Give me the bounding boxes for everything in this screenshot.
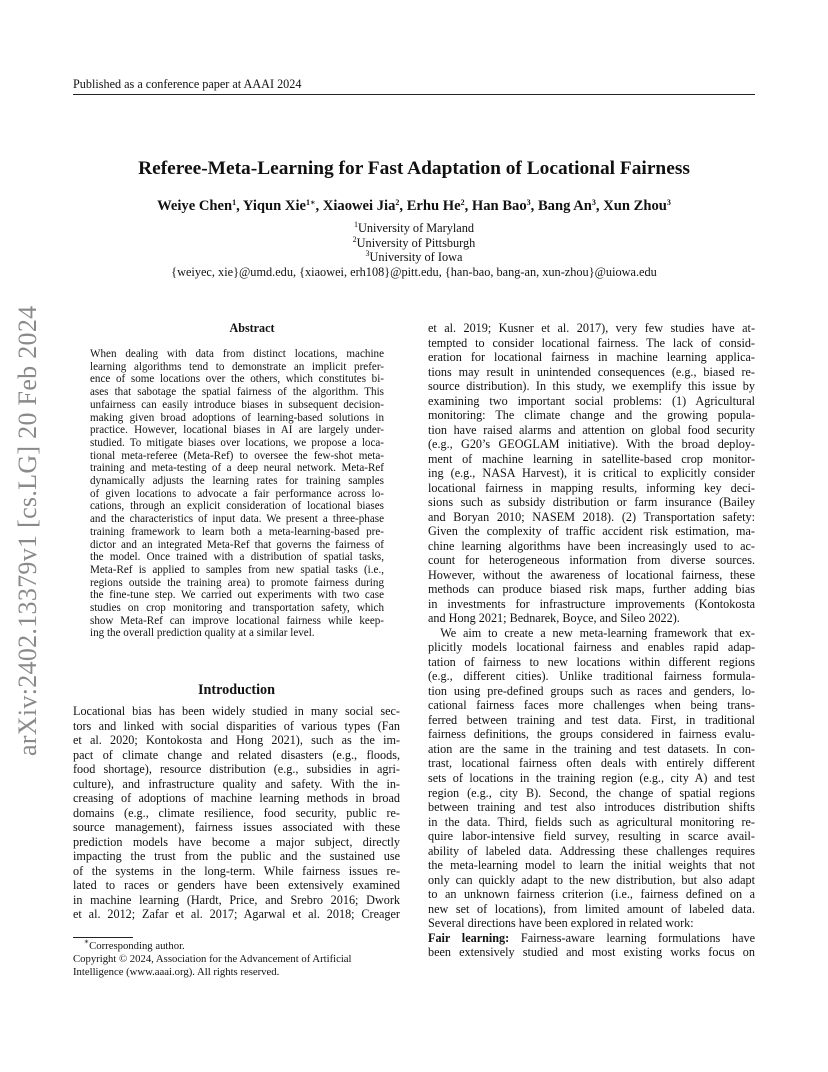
run-in-heading: Fair learning:	[428, 930, 510, 945]
corresponding-author-note: ∗Corresponding author.	[83, 937, 185, 952]
text-line: prediction models have become a major subject, directly	[73, 834, 400, 849]
text-line: We aim to create a new meta-learning framework that ex-	[440, 625, 755, 640]
text-line: studies on crop monitoring and transportation safety, which	[90, 602, 384, 615]
text-line: in machine learning (Hardt, Price, and Srebro 2016; Dwork	[73, 892, 400, 907]
footnote-rule	[73, 937, 133, 938]
right-column	[428, 321, 755, 960]
affiliations	[73, 221, 755, 280]
text-line: in the data. Third, fields such as agricultural monitoring re-	[428, 814, 755, 829]
text-line: et al. 2019; Kusner et al. 2017), very few studies have at-	[428, 321, 755, 335]
arxiv-stamp: arXiv:2402.13379v1 [cs.LG] 20 Feb 2024	[13, 305, 42, 756]
footnote	[73, 937, 400, 979]
author-affiliation-mark: 1∗	[306, 198, 316, 207]
running-header: Published as a conference paper at AAAI 2024	[73, 77, 755, 95]
author-name: Weiye Chen	[157, 198, 233, 214]
text-line: only can quickly adapt to the new distribution, but also adapt	[428, 872, 755, 887]
text-line: unfairness can easily introduce biases in subsequent decision-	[90, 398, 384, 411]
text-line: Meta-Ref is applied to samples from new spatial tasks (i.e.,	[90, 563, 384, 576]
author-name: Erhu He	[406, 198, 461, 214]
text-line: to an unknown fairness criterion (i.e., fairness defined on a	[428, 887, 755, 902]
text-line: tion using pre-defined groups such as races and genders, lo-	[428, 683, 755, 698]
text-line: fairness definitions, the groups considered in fairness evalu-	[428, 727, 755, 742]
text-line	[428, 931, 755, 946]
text-line: tions may result in unintended consequences (e.g., biased re-	[428, 364, 755, 379]
text-line: culture), and infrastructure quality and safety. With the in-	[73, 776, 400, 791]
text-line: sions such as subsidy distribution or farm insurance (Bailey	[428, 495, 755, 510]
author-name: Han Bao	[471, 198, 527, 214]
text-line: training framework to learn both a meta-learning-based pre-	[90, 525, 384, 538]
text-line: the fine-tune step. We carried out experiments with two case	[90, 589, 384, 602]
text-line: between training and test also introduces distribution shifts	[428, 800, 755, 815]
text-line: locational fairness in mapping results, informing key deci-	[428, 480, 755, 495]
text-line: and Boryan 2010; NASEM 2018). (2) Transportation safety:	[428, 509, 755, 524]
text-line: making given broad adoptions of learning-based solutions in	[90, 411, 384, 424]
text-line: chine learning algorithms have been increasingly used to ac-	[428, 538, 755, 553]
text-line: food shortage), resource distribution (e.g., subsidies in agri-	[73, 762, 400, 776]
paragraph-locational-fairness	[428, 321, 755, 626]
text-line: learning algorithms tend to demonstrate an implicit prefer-	[90, 360, 384, 373]
text-line: plicitly models locational fairness and enables rapid adap-	[428, 640, 755, 655]
author-list: Weiye Chen$^1$, Yiqun Xie$^{1∗}$, Xiaowei Jia$^2$, Erhu He$^2$, Han Bao$^3$, Bang An$^3$, Xun Zhou$^3$	[157, 198, 671, 214]
text-line: trast, locational fairness often deals with entirely different	[428, 756, 755, 771]
text-line: practice. However, locational biases in AI are largely under-	[90, 424, 384, 437]
text-line: regions outside the training area) to promote fairness during	[90, 576, 384, 589]
text-line: and the characteristics of input data. We present a three-phase	[90, 513, 384, 526]
text-line: methods can produce biased risk maps, further adding bias	[428, 582, 755, 597]
text-line: tional meta-referee (Meta-Ref) to oversee the few-shot meta-	[90, 449, 384, 462]
paragraph-fair-learning	[428, 931, 755, 960]
text-line: et al. 2012; Zafar et al. 2017; Agarwal et al. 2018; Creager	[73, 907, 400, 921]
text-line: tors and linked with social disparities of various types (Fan	[73, 718, 400, 733]
text-line: count for heterogeneous information from diverse sources.	[428, 553, 755, 568]
text-line: monitoring: The climate change and the growing popula-	[428, 408, 755, 423]
text-line: region (e.g., city B). Second, the change of spatial regions	[428, 785, 755, 800]
author-name: Yiqun Xie	[242, 198, 306, 214]
abstract-heading: Abstract	[229, 321, 275, 335]
text-line: et al. 2020; Kontokosta and Hong 2021), such as the im-	[73, 733, 400, 747]
author-name: Bang An	[537, 198, 592, 214]
text-line: and Hong 2021; Bednarek, Boyce, and Sileo 2022).	[428, 611, 680, 626]
text-line: tempted to consider locational fairness. The lack of consid-	[428, 335, 755, 350]
text-line: training and meta-testing of a deep neural network. Meta-Ref	[90, 462, 384, 475]
text-line: studied. To mitigate biases over locations, we propose a loca-	[90, 436, 384, 449]
text-line: show Meta-Ref can improve locational fairness while keep-	[90, 614, 384, 627]
text-line: ment of machine learning in satellite-based crop monitor-	[428, 451, 755, 466]
author-emails: {weiyec, xie}@umd.edu, {xiaowei, erh108}@pitt.edu, {han-bao, bang-an, xun-zhou}@uiowa.edu	[171, 265, 657, 280]
text-line: lated to races or genders have been extensively examined	[73, 878, 400, 892]
text-line: pact of climate change and related disasters (e.g., floods,	[73, 747, 400, 762]
text-line: ing the overall prediction quality at a similar level.	[90, 627, 315, 640]
text-line: quire labor-intensive field survey, resulting in scarce avail-	[428, 829, 755, 844]
text-line: (e.g., different cities). Unlike traditional fairness formula-	[428, 669, 755, 684]
text-line: dictor and an integrated Meta-Ref that governs the fairness of	[90, 538, 384, 551]
text-line: ases that sabotage the spatial fairness of the algorithm. This	[90, 386, 384, 399]
text-line: source distribution). In this study, we exemplify this issue by	[428, 379, 755, 394]
text-line: impacting the trust from the public and the sustained use	[73, 849, 400, 863]
text-line: the meta-learning model to learn the initial weights that not	[428, 858, 755, 873]
text-line: eration for locational fairness in machine learning applica-	[428, 350, 755, 365]
text-line: However, without the awareness of locational fairness, these	[428, 567, 755, 582]
author-affiliation-mark: 1	[232, 198, 237, 207]
introduction-body	[73, 704, 400, 922]
affiliation-3: $^3$University of Iowa	[365, 249, 463, 265]
abstract-body	[90, 348, 384, 640]
text-line: creasing of adoptions of machine learning methods in broad	[73, 791, 400, 805]
author-affiliation-mark: 2	[460, 198, 465, 207]
author-affiliation-mark: 3	[666, 198, 671, 207]
text-line: ferred between training and test data. First, in traditional	[428, 712, 755, 727]
author-affiliation-mark: 2	[395, 198, 400, 207]
text-line: (e.g., G20’s GEOGLAM initiative). With the broad deploy-	[428, 437, 755, 452]
text-line: tion have raised alarms and attention on global food security	[428, 422, 755, 437]
text-run: Fairness-aware learning formulations have	[509, 930, 755, 945]
text-line: of the systems in the long-term. While fairness issues re-	[73, 863, 400, 878]
text-line: of given locations to advocate a fair performance across lo-	[90, 487, 384, 500]
text-line: the model. Once trained with a distribution of spatial tasks,	[90, 551, 384, 564]
text-line: sets of locations in the training region (e.g., city A) and test	[428, 770, 755, 785]
text-line: ing (e.g., NASA Harvest), it is critical to explicitly consider	[428, 466, 755, 481]
text-line: When dealing with data from distinct locations, machine	[90, 348, 384, 360]
text-line: new set of locations), from limited amount of labeled data.	[428, 901, 755, 916]
paragraph-meta-learning-framework	[428, 626, 755, 931]
text-line: dynamically adjusts the learning rates for training samples	[90, 475, 384, 488]
author-name: Xiaowei Jia	[322, 198, 396, 214]
affiliation-1: $^1$University of Maryland	[353, 220, 475, 235]
introduction-heading: Introduction	[198, 682, 275, 698]
text-line: source management), fairness issues associated with these	[73, 820, 400, 834]
author-affiliation-mark: 3	[526, 198, 531, 207]
text-line: domains (e.g., climate resilience, food security, public re-	[73, 805, 400, 820]
text-line: been extensively studied and most existing works focus on	[428, 945, 755, 960]
text-line: ation are the same in the training and test datasets. In con-	[428, 741, 755, 756]
text-line: tation of fairness to new locations within different regions	[428, 654, 755, 669]
affiliation-2: $^2$University of Pittsburgh	[352, 234, 476, 250]
text-line: examining two important social problems: (1) Agricultural	[428, 393, 755, 408]
text-line: cational fairness faces more challenges when being trans-	[428, 698, 755, 713]
copyright-line-1: Copyright © 2024, Association for the Advancement of Artificial	[73, 953, 352, 965]
text-line: cations, through an explicit consideration of locational biases	[90, 500, 384, 513]
text-line: ence of some locations over the others, which constitutes bi-	[90, 373, 384, 386]
text-line: Several directions have been explored in related work:	[428, 916, 694, 931]
author-affiliation-mark: 3	[591, 198, 596, 207]
text-line: ability of labeled data. Addressing these challenges requires	[428, 843, 755, 858]
paper-title: Referee-Meta-Learning for Fast Adaptation of Locational Fairness	[138, 158, 690, 179]
author-name: Xun Zhou	[603, 198, 667, 214]
text-line: in investments for infrastructure improvements (Kontokosta	[428, 596, 755, 611]
text-line: Given the complexity of traffic accident risk estimation, ma-	[428, 524, 755, 539]
text-line: Locational bias has been widely studied in many social sec-	[73, 704, 400, 718]
copyright-line-2: Intelligence (www.aaai.org). All rights reserved.	[73, 966, 280, 978]
